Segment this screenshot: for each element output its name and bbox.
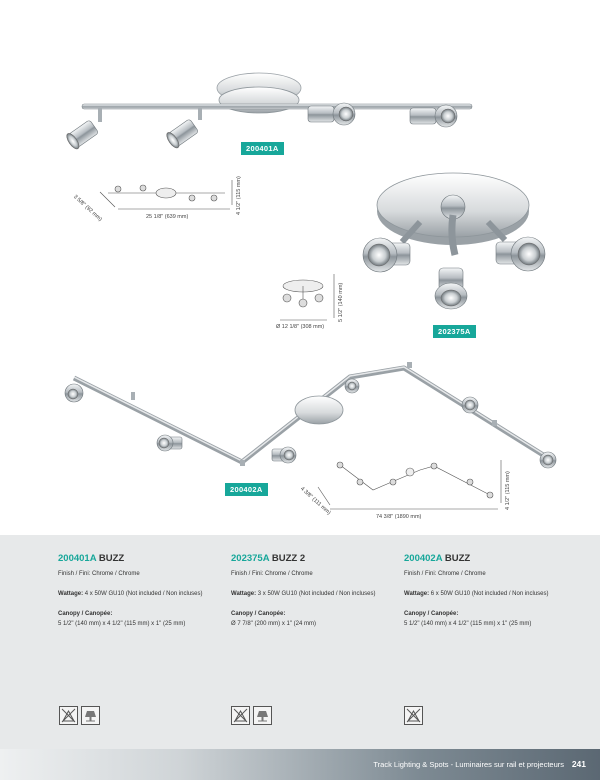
product-tag-200401A: 200401A: [241, 142, 284, 155]
product-tag-200402A: 200402A: [225, 483, 268, 496]
product-tag-202375A: 202375A: [433, 325, 476, 338]
icon-group-202375A: [231, 706, 272, 726]
product-code: 202375A: [231, 553, 270, 564]
dim-height-200401A: 4 1/2" (115 mm): [236, 176, 242, 215]
page-number: 241: [571, 759, 586, 769]
product-code: 200402A: [404, 553, 443, 564]
canopy-value: 5 1/2" (140 mm) x 4 1/2" (115 mm) x 1" (25 mm): [404, 621, 532, 627]
page-footer: [0, 749, 600, 780]
icon-group-200401A: [59, 706, 100, 726]
lamp-direction-icon: [253, 706, 272, 725]
icon-group-200402A: [404, 706, 423, 726]
canopy-value: Ø 7 7/8" (200 mm) x 1" (24 mm): [231, 621, 316, 627]
dim-height-200402A: 4 1/2" (115 mm): [505, 471, 511, 510]
product-heading: [231, 553, 411, 564]
wattage-label: Wattage:: [231, 591, 257, 597]
finish-text: Finish / Fini: Chrome / Chrome: [404, 571, 486, 577]
no-dimmer-icon: [404, 706, 423, 725]
footer-section-title: Track Lighting & Spots - Luminaires sur rail et projecteurs: [373, 760, 564, 769]
canopy-value: 5 1/2" (140 mm) x 4 1/2" (115 mm) x 1" (25 mm): [58, 621, 186, 627]
dim-depth-200402A: 4 3/8" (111 mm): [298, 486, 332, 517]
spec-column-200402A: [404, 553, 584, 630]
fixture-200401A: [64, 73, 472, 151]
product-name: BUZZ: [444, 553, 471, 564]
fixture-200402A: [65, 362, 556, 468]
wattage-label: Wattage:: [58, 591, 84, 597]
dim-height-202375A: 5 1/2" (140 mm): [338, 282, 344, 322]
wattage-value: 4 x 50W GU10 (Not included / Non incluses): [84, 591, 203, 597]
dim-diameter-202375A: Ø 12 1/8" (308 mm): [276, 324, 325, 330]
dimension-drawing-202375A: [280, 274, 334, 320]
dimension-drawing-200402A: [318, 460, 501, 509]
wattage-row: [58, 590, 238, 599]
dim-length-200402A: 74 3/8" (1890 mm): [376, 514, 422, 520]
spec-column-200401A: [58, 553, 238, 630]
product-heading: [404, 553, 584, 564]
product-name: BUZZ 2: [271, 553, 306, 564]
lamp-direction-icon: [81, 706, 100, 725]
wattage-value: 6 x 50W GU10 (Not included / Non incluses): [430, 591, 549, 597]
wattage-label: Wattage:: [404, 591, 430, 597]
wattage-value: 3 x 50W GU10 (Not included / Non incluses): [257, 591, 376, 597]
canopy-label: Canopy / Canopée:: [58, 611, 113, 617]
dim-depth-200401A: 3 5/8" (92 mm): [71, 194, 103, 223]
dimension-drawing-200401A: [100, 180, 232, 209]
no-dimmer-icon: [231, 706, 250, 725]
dim-length-200401A: 25 1/8" (639 mm): [146, 214, 189, 220]
wattage-row: [404, 590, 584, 599]
fixture-202375A: [363, 173, 545, 309]
no-dimmer-icon: [59, 706, 78, 725]
canopy-label: Canopy / Canopée:: [404, 611, 459, 617]
spec-column-202375A: [231, 553, 411, 630]
product-heading: [58, 553, 238, 564]
finish-text: Finish / Fini: Chrome / Chrome: [231, 571, 313, 577]
product-name: BUZZ: [98, 553, 125, 564]
canopy-label: Canopy / Canopée:: [231, 611, 286, 617]
wattage-row: [231, 590, 411, 599]
product-code: 200401A: [58, 553, 97, 564]
finish-text: Finish / Fini: Chrome / Chrome: [58, 571, 140, 577]
